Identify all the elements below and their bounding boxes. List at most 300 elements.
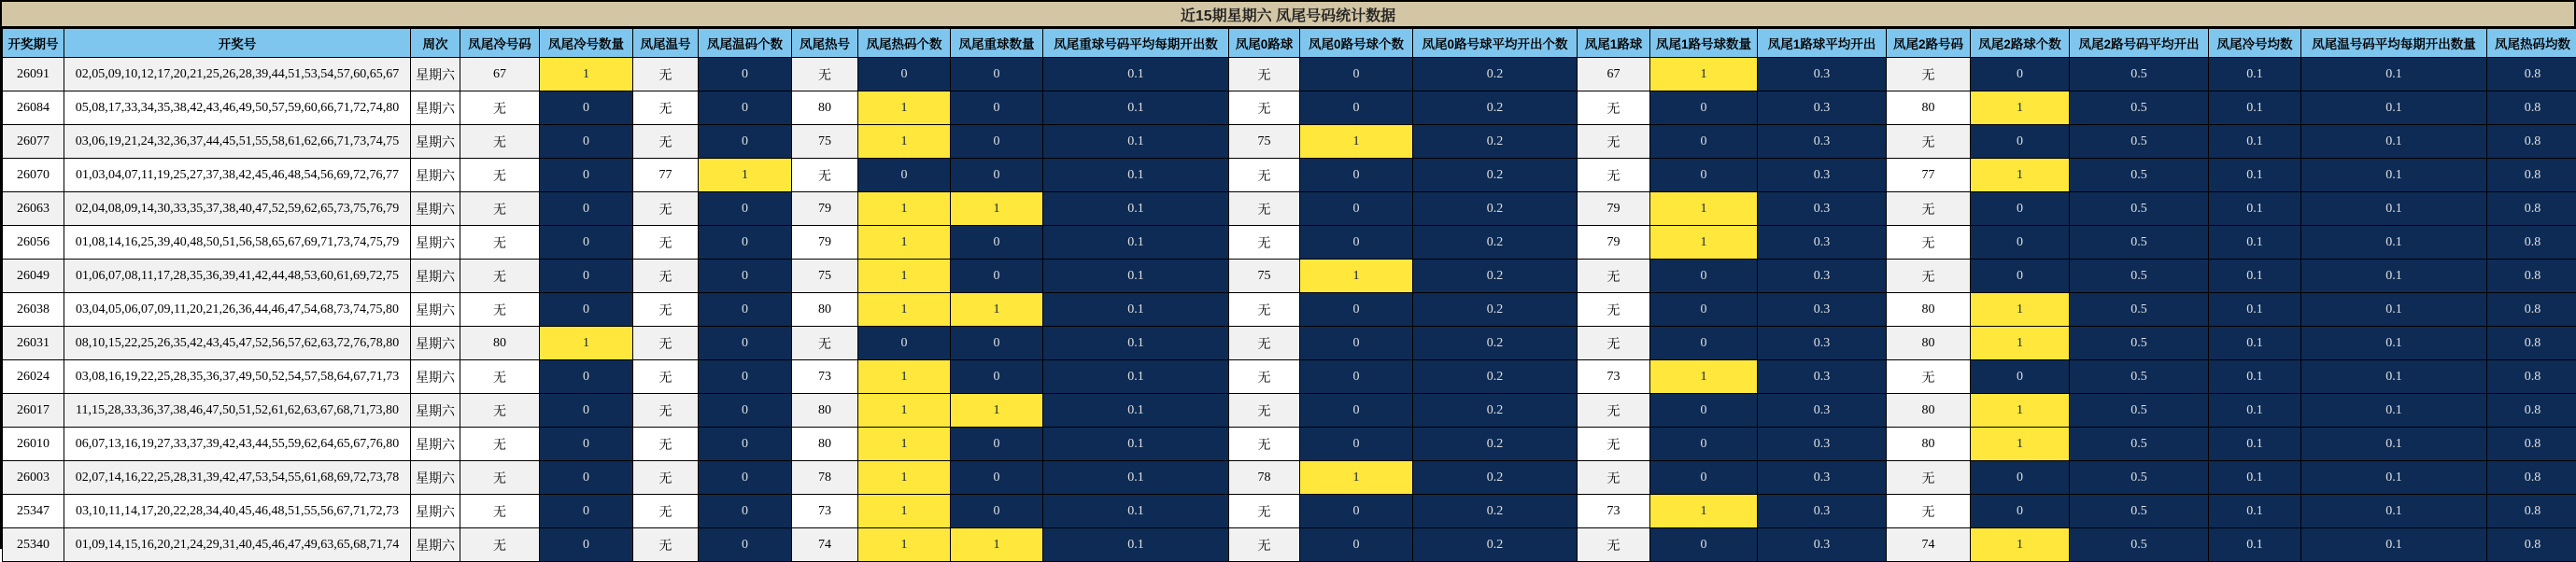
table-cell: 无 — [633, 495, 699, 528]
table-cell: 0.1 — [2209, 226, 2301, 260]
column-header: 凤尾2路号码 — [1887, 29, 1971, 58]
table-cell: 0 — [699, 293, 792, 327]
table-cell: 无 — [1229, 91, 1300, 125]
stats-table-body — [3, 58, 2576, 562]
table-cell: 0.5 — [2070, 327, 2209, 360]
table-cell: 无 — [633, 394, 699, 428]
table-cell: 1 — [1300, 260, 1413, 293]
table-cell: 0.1 — [1043, 394, 1229, 428]
table-cell: 无 — [1887, 58, 1971, 91]
table-cell: 0.1 — [2301, 528, 2487, 562]
column-header: 凤尾温号 — [633, 29, 699, 58]
table-cell: 0 — [1971, 461, 2070, 495]
table-cell: 0 — [1300, 192, 1413, 226]
table-cell: 0.1 — [2301, 226, 2487, 260]
table-cell: 0 — [1300, 293, 1413, 327]
table-cell: 73 — [792, 360, 858, 394]
table-cell: 1 — [858, 226, 951, 260]
table-cell: 无 — [460, 125, 540, 159]
table-cell: 0.5 — [2070, 125, 2209, 159]
table-cell: 0.8 — [2487, 495, 2576, 528]
table-cell: 02,05,09,10,12,17,20,21,25,26,28,39,44,51,53,54,57,60,65,67 — [64, 58, 411, 91]
table-cell: 0.1 — [2209, 360, 2301, 394]
table-cell: 0.1 — [2301, 461, 2487, 495]
table-cell: 26010 — [3, 428, 64, 461]
table-cell: 0 — [1650, 528, 1758, 562]
table-cell: 0.8 — [2487, 125, 2576, 159]
table-cell: 0.3 — [1758, 125, 1887, 159]
table-cell: 0.2 — [1413, 528, 1578, 562]
table-row — [3, 428, 2576, 461]
table-cell: 无 — [633, 293, 699, 327]
table-cell: 无 — [1887, 260, 1971, 293]
table-cell: 0.1 — [2301, 428, 2487, 461]
table-cell: 0 — [699, 192, 792, 226]
table-cell: 星期六 — [411, 192, 460, 226]
table-cell: 0.1 — [2209, 91, 2301, 125]
table-row — [3, 260, 2576, 293]
table-cell: 1 — [1971, 428, 2070, 461]
table-cell: 03,10,11,14,17,20,22,28,34,40,45,46,48,51,55,56,67,71,72,73 — [64, 495, 411, 528]
table-cell: 0.1 — [1043, 125, 1229, 159]
table-cell: 无 — [460, 159, 540, 192]
table-cell: 星期六 — [411, 226, 460, 260]
table-cell: 无 — [1229, 428, 1300, 461]
table-cell: 0 — [1650, 125, 1758, 159]
table-cell: 80 — [1887, 327, 1971, 360]
table-cell: 星期六 — [411, 293, 460, 327]
table-cell: 无 — [460, 91, 540, 125]
table-cell: 0.1 — [2209, 528, 2301, 562]
table-cell: 0 — [1650, 260, 1758, 293]
table-cell: 1 — [858, 192, 951, 226]
table-cell: 0.5 — [2070, 428, 2209, 461]
table-cell: 0 — [951, 125, 1043, 159]
table-cell: 80 — [792, 394, 858, 428]
table-cell: 无 — [633, 461, 699, 495]
table-cell: 26077 — [3, 125, 64, 159]
table-cell: 0 — [951, 226, 1043, 260]
table-cell: 1 — [1971, 293, 2070, 327]
table-cell: 0 — [540, 125, 633, 159]
table-cell: 1 — [951, 192, 1043, 226]
table-cell: 无 — [460, 192, 540, 226]
table-row — [3, 461, 2576, 495]
table-cell: 0.5 — [2070, 461, 2209, 495]
table-cell: 0.8 — [2487, 360, 2576, 394]
table-cell: 星期六 — [411, 394, 460, 428]
table-cell: 无 — [633, 91, 699, 125]
table-cell: 0 — [858, 58, 951, 91]
table-cell: 0.1 — [2301, 192, 2487, 226]
table-cell: 0 — [699, 461, 792, 495]
column-header: 凤尾冷号码 — [460, 29, 540, 58]
table-cell: 星期六 — [411, 428, 460, 461]
table-row — [3, 394, 2576, 428]
table-cell: 无 — [460, 360, 540, 394]
table-cell: 0 — [951, 327, 1043, 360]
table-cell: 67 — [1578, 58, 1650, 91]
table-cell: 73 — [1578, 495, 1650, 528]
table-cell: 无 — [1578, 394, 1650, 428]
table-cell: 0 — [1300, 360, 1413, 394]
table-cell: 无 — [633, 528, 699, 562]
column-header: 凤尾重球号码平均每期开出数 — [1043, 29, 1229, 58]
table-cell: 74 — [1887, 528, 1971, 562]
table-cell: 0.1 — [1043, 159, 1229, 192]
table-cell: 0 — [699, 226, 792, 260]
table-cell: 25347 — [3, 495, 64, 528]
table-cell: 26084 — [3, 91, 64, 125]
table-cell: 无 — [1229, 394, 1300, 428]
table-cell: 1 — [858, 125, 951, 159]
table-cell: 0 — [858, 159, 951, 192]
table-cell: 75 — [1229, 125, 1300, 159]
table-cell: 1 — [951, 394, 1043, 428]
table-cell: 1 — [858, 461, 951, 495]
table-cell: 无 — [1578, 125, 1650, 159]
table-cell: 0.1 — [2301, 260, 2487, 293]
table-cell: 0.1 — [2209, 260, 2301, 293]
table-cell: 0.2 — [1413, 159, 1578, 192]
table-cell: 0.8 — [2487, 58, 2576, 91]
table-cell: 0 — [1300, 91, 1413, 125]
table-cell: 无 — [1229, 192, 1300, 226]
table-cell: 0 — [540, 394, 633, 428]
table-cell: 0.1 — [1043, 360, 1229, 394]
table-cell: 1 — [858, 394, 951, 428]
table-cell: 0 — [1300, 226, 1413, 260]
table-cell: 0.2 — [1413, 293, 1578, 327]
table-cell: 80 — [1887, 428, 1971, 461]
table-cell: 无 — [1229, 327, 1300, 360]
column-header: 凤尾冷号均数 — [2209, 29, 2301, 58]
table-cell: 无 — [792, 327, 858, 360]
table-row — [3, 58, 2576, 91]
table-cell: 1 — [1971, 394, 2070, 428]
table-cell: 0.2 — [1413, 192, 1578, 226]
table-cell: 无 — [460, 461, 540, 495]
table-cell: 无 — [633, 58, 699, 91]
table-cell: 0.8 — [2487, 226, 2576, 260]
table-cell: 0 — [540, 360, 633, 394]
table-cell: 0.3 — [1758, 58, 1887, 91]
table-cell: 0.5 — [2070, 58, 2209, 91]
table-cell: 01,09,14,15,16,20,21,24,29,31,40,45,46,47,49,63,65,68,71,74 — [64, 528, 411, 562]
table-cell: 0.8 — [2487, 528, 2576, 562]
column-header: 凤尾温号码平均每期开出数量 — [2301, 29, 2487, 58]
table-cell: 0.2 — [1413, 461, 1578, 495]
table-cell: 78 — [792, 461, 858, 495]
table-cell: 0.8 — [2487, 428, 2576, 461]
table-cell: 无 — [1578, 461, 1650, 495]
table-cell: 无 — [1578, 327, 1650, 360]
table-row — [3, 226, 2576, 260]
table-cell: 1 — [540, 327, 633, 360]
table-cell: 26017 — [3, 394, 64, 428]
table-cell: 1 — [951, 293, 1043, 327]
table-cell: 无 — [1578, 91, 1650, 125]
table-cell: 0.5 — [2070, 91, 2209, 125]
table-cell: 0.8 — [2487, 91, 2576, 125]
table-cell: 0.5 — [2070, 360, 2209, 394]
table-cell: 80 — [1887, 91, 1971, 125]
table-cell: 1 — [858, 260, 951, 293]
table-cell: 0.1 — [1043, 226, 1229, 260]
table-cell: 0.8 — [2487, 159, 2576, 192]
table-cell: 0.2 — [1413, 260, 1578, 293]
table-cell: 0 — [1300, 327, 1413, 360]
table-cell: 0.1 — [2301, 495, 2487, 528]
table-cell: 73 — [792, 495, 858, 528]
table-cell: 0 — [951, 360, 1043, 394]
table-cell: 0 — [1650, 293, 1758, 327]
table-cell: 无 — [1578, 428, 1650, 461]
table-cell: 03,06,19,21,24,32,36,37,44,45,51,55,58,61,62,66,71,73,74,75 — [64, 125, 411, 159]
table-cell: 0 — [699, 91, 792, 125]
table-cell: 星期六 — [411, 495, 460, 528]
table-cell: 26031 — [3, 327, 64, 360]
table-cell: 0.8 — [2487, 192, 2576, 226]
table-row — [3, 528, 2576, 562]
table-cell: 无 — [1229, 159, 1300, 192]
table-cell: 0.1 — [2301, 394, 2487, 428]
table-cell: 1 — [951, 528, 1043, 562]
page-title: 近15期星期六 凤尾号码统计数据 — [2, 2, 2574, 28]
table-cell: 无 — [1578, 260, 1650, 293]
table-cell: 0.1 — [2301, 58, 2487, 91]
column-header: 凤尾温码个数 — [699, 29, 792, 58]
table-cell: 0.1 — [2301, 327, 2487, 360]
table-cell: 0.1 — [2209, 159, 2301, 192]
table-cell: 0.8 — [2487, 327, 2576, 360]
table-cell: 01,03,04,07,11,19,25,27,37,38,42,45,46,48,54,56,69,72,76,77 — [64, 159, 411, 192]
table-cell: 79 — [792, 192, 858, 226]
table-cell: 0 — [540, 91, 633, 125]
table-cell: 无 — [1229, 360, 1300, 394]
column-header: 凤尾1路球平均开出 — [1758, 29, 1887, 58]
table-cell: 1 — [858, 91, 951, 125]
table-cell: 1 — [1971, 91, 2070, 125]
table-cell: 0.1 — [2301, 125, 2487, 159]
table-cell: 1 — [1300, 461, 1413, 495]
table-cell: 0.3 — [1758, 293, 1887, 327]
table-cell: 0.3 — [1758, 428, 1887, 461]
table-cell: 1 — [699, 159, 792, 192]
table-cell: 0 — [1971, 360, 2070, 394]
table-cell: 无 — [1887, 192, 1971, 226]
table-cell: 25340 — [3, 528, 64, 562]
table-cell: 无 — [1887, 125, 1971, 159]
table-cell: 26024 — [3, 360, 64, 394]
table-cell: 无 — [1887, 495, 1971, 528]
table-cell: 无 — [1229, 226, 1300, 260]
table-cell: 无 — [1578, 293, 1650, 327]
table-cell: 1 — [540, 58, 633, 91]
table-cell: 0.3 — [1758, 327, 1887, 360]
table-cell: 1 — [1650, 495, 1758, 528]
column-header: 凤尾重球数量 — [951, 29, 1043, 58]
table-cell: 星期六 — [411, 260, 460, 293]
column-header: 凤尾0路球 — [1229, 29, 1300, 58]
header-row — [3, 29, 2576, 58]
column-header: 凤尾2路号码平均开出 — [2070, 29, 2209, 58]
table-cell: 无 — [633, 125, 699, 159]
table-cell: 0 — [1971, 260, 2070, 293]
table-cell: 0.5 — [2070, 192, 2209, 226]
table-cell: 0.1 — [2209, 327, 2301, 360]
table-cell: 无 — [460, 428, 540, 461]
table-cell: 0 — [951, 495, 1043, 528]
table-cell: 0.1 — [1043, 528, 1229, 562]
column-header: 凤尾1路号球数量 — [1650, 29, 1758, 58]
table-cell: 0 — [1650, 428, 1758, 461]
table-cell: 无 — [1578, 159, 1650, 192]
table-cell: 0 — [951, 428, 1043, 461]
table-cell: 26063 — [3, 192, 64, 226]
table-cell: 80 — [792, 293, 858, 327]
table-cell: 0.8 — [2487, 461, 2576, 495]
table-cell: 0.1 — [2301, 159, 2487, 192]
column-header: 凤尾热码均数 — [2487, 29, 2576, 58]
table-cell: 26038 — [3, 293, 64, 327]
table-cell: 0.2 — [1413, 327, 1578, 360]
column-header: 周次 — [411, 29, 460, 58]
table-cell: 0.1 — [1043, 293, 1229, 327]
table-cell: 0.3 — [1758, 495, 1887, 528]
table-cell: 0 — [1650, 394, 1758, 428]
table-cell: 0.1 — [1043, 461, 1229, 495]
table-cell: 01,06,07,08,11,17,28,35,36,39,41,42,44,48,53,60,61,69,72,75 — [64, 260, 411, 293]
table-cell: 无 — [633, 327, 699, 360]
table-cell: 0 — [1650, 159, 1758, 192]
table-cell: 0.1 — [1043, 91, 1229, 125]
table-cell: 0.5 — [2070, 293, 2209, 327]
table-cell: 0.8 — [2487, 394, 2576, 428]
table-cell: 73 — [1578, 360, 1650, 394]
column-header: 凤尾1路球 — [1578, 29, 1650, 58]
table-cell: 0.1 — [1043, 327, 1229, 360]
table-cell: 无 — [460, 260, 540, 293]
table-cell: 0.8 — [2487, 293, 2576, 327]
table-cell: 80 — [1887, 394, 1971, 428]
table-cell: 星期六 — [411, 327, 460, 360]
table-cell: 0 — [1971, 226, 2070, 260]
table-cell: 0.5 — [2070, 528, 2209, 562]
table-cell: 无 — [1578, 528, 1650, 562]
table-cell: 1 — [1971, 528, 2070, 562]
column-header: 凤尾热号 — [792, 29, 858, 58]
table-row — [3, 495, 2576, 528]
table-cell: 无 — [1229, 528, 1300, 562]
table-cell: 无 — [1229, 293, 1300, 327]
table-cell: 无 — [633, 226, 699, 260]
table-cell: 0 — [540, 159, 633, 192]
table-cell: 0.1 — [2209, 125, 2301, 159]
table-cell: 0 — [1300, 528, 1413, 562]
table-cell: 11,15,28,33,36,37,38,46,47,50,51,52,61,62,63,67,68,71,73,80 — [64, 394, 411, 428]
table-cell: 1 — [1650, 226, 1758, 260]
table-cell: 08,10,15,22,25,26,35,42,43,45,47,52,56,57,62,63,72,76,78,80 — [64, 327, 411, 360]
table-cell: 1 — [858, 428, 951, 461]
column-header: 开奖期号 — [3, 29, 64, 58]
table-cell: 无 — [460, 528, 540, 562]
table-cell: 无 — [633, 428, 699, 461]
table-cell: 无 — [460, 495, 540, 528]
table-cell: 0.1 — [2209, 394, 2301, 428]
table-cell: 0 — [1300, 394, 1413, 428]
table-cell: 无 — [1229, 495, 1300, 528]
table-cell: 0.1 — [1043, 58, 1229, 91]
column-header: 开奖号 — [64, 29, 411, 58]
table-cell: 0 — [1300, 428, 1413, 461]
table-row — [3, 192, 2576, 226]
table-cell: 0.3 — [1758, 226, 1887, 260]
table-cell: 0 — [951, 260, 1043, 293]
table-cell: 0 — [951, 159, 1043, 192]
table-cell: 0 — [1300, 58, 1413, 91]
table-cell: 80 — [792, 428, 858, 461]
table-cell: 80 — [1887, 293, 1971, 327]
table-row — [3, 360, 2576, 394]
table-cell: 0 — [699, 58, 792, 91]
table-cell: 0.1 — [2209, 58, 2301, 91]
table-cell: 0 — [1650, 461, 1758, 495]
table-cell: 0 — [699, 360, 792, 394]
table-cell: 无 — [633, 192, 699, 226]
table-cell: 0.5 — [2070, 394, 2209, 428]
table-cell: 0.3 — [1758, 159, 1887, 192]
table-cell: 0 — [540, 226, 633, 260]
column-header: 凤尾0路号球平均开出个数 — [1413, 29, 1578, 58]
table-row — [3, 159, 2576, 192]
table-cell: 0 — [1300, 159, 1413, 192]
table-cell: 0 — [858, 327, 951, 360]
table-cell: 0.1 — [2209, 495, 2301, 528]
table-cell: 79 — [1578, 192, 1650, 226]
table-cell: 75 — [1229, 260, 1300, 293]
table-cell: 02,04,08,09,14,30,33,35,37,38,40,47,52,59,62,65,73,75,76,79 — [64, 192, 411, 226]
table-cell: 0.1 — [2209, 461, 2301, 495]
table-cell: 1 — [1650, 192, 1758, 226]
table-cell: 0 — [699, 394, 792, 428]
table-cell: 0.5 — [2070, 260, 2209, 293]
table-cell: 1 — [1650, 360, 1758, 394]
table-cell: 0.3 — [1758, 360, 1887, 394]
table-cell: 26070 — [3, 159, 64, 192]
table-cell: 0.2 — [1413, 428, 1578, 461]
table-row — [3, 293, 2576, 327]
table-cell: 1 — [1971, 159, 2070, 192]
table-cell: 0.1 — [2209, 192, 2301, 226]
table-cell: 0 — [1971, 58, 2070, 91]
table-cell: 0 — [699, 495, 792, 528]
table-cell: 0 — [699, 327, 792, 360]
table-cell: 0.2 — [1413, 58, 1578, 91]
table-cell: 0 — [951, 58, 1043, 91]
table-cell: 0 — [540, 260, 633, 293]
table-cell: 05,08,17,33,34,35,38,42,43,46,49,50,57,59,60,66,71,72,74,80 — [64, 91, 411, 125]
table-cell: 0.3 — [1758, 260, 1887, 293]
table-row — [3, 327, 2576, 360]
table-cell: 无 — [1887, 461, 1971, 495]
table-cell: 0.1 — [1043, 428, 1229, 461]
table-cell: 0.5 — [2070, 226, 2209, 260]
table-cell: 0.2 — [1413, 360, 1578, 394]
table-cell: 无 — [633, 260, 699, 293]
table-cell: 77 — [1887, 159, 1971, 192]
table-cell: 80 — [792, 91, 858, 125]
